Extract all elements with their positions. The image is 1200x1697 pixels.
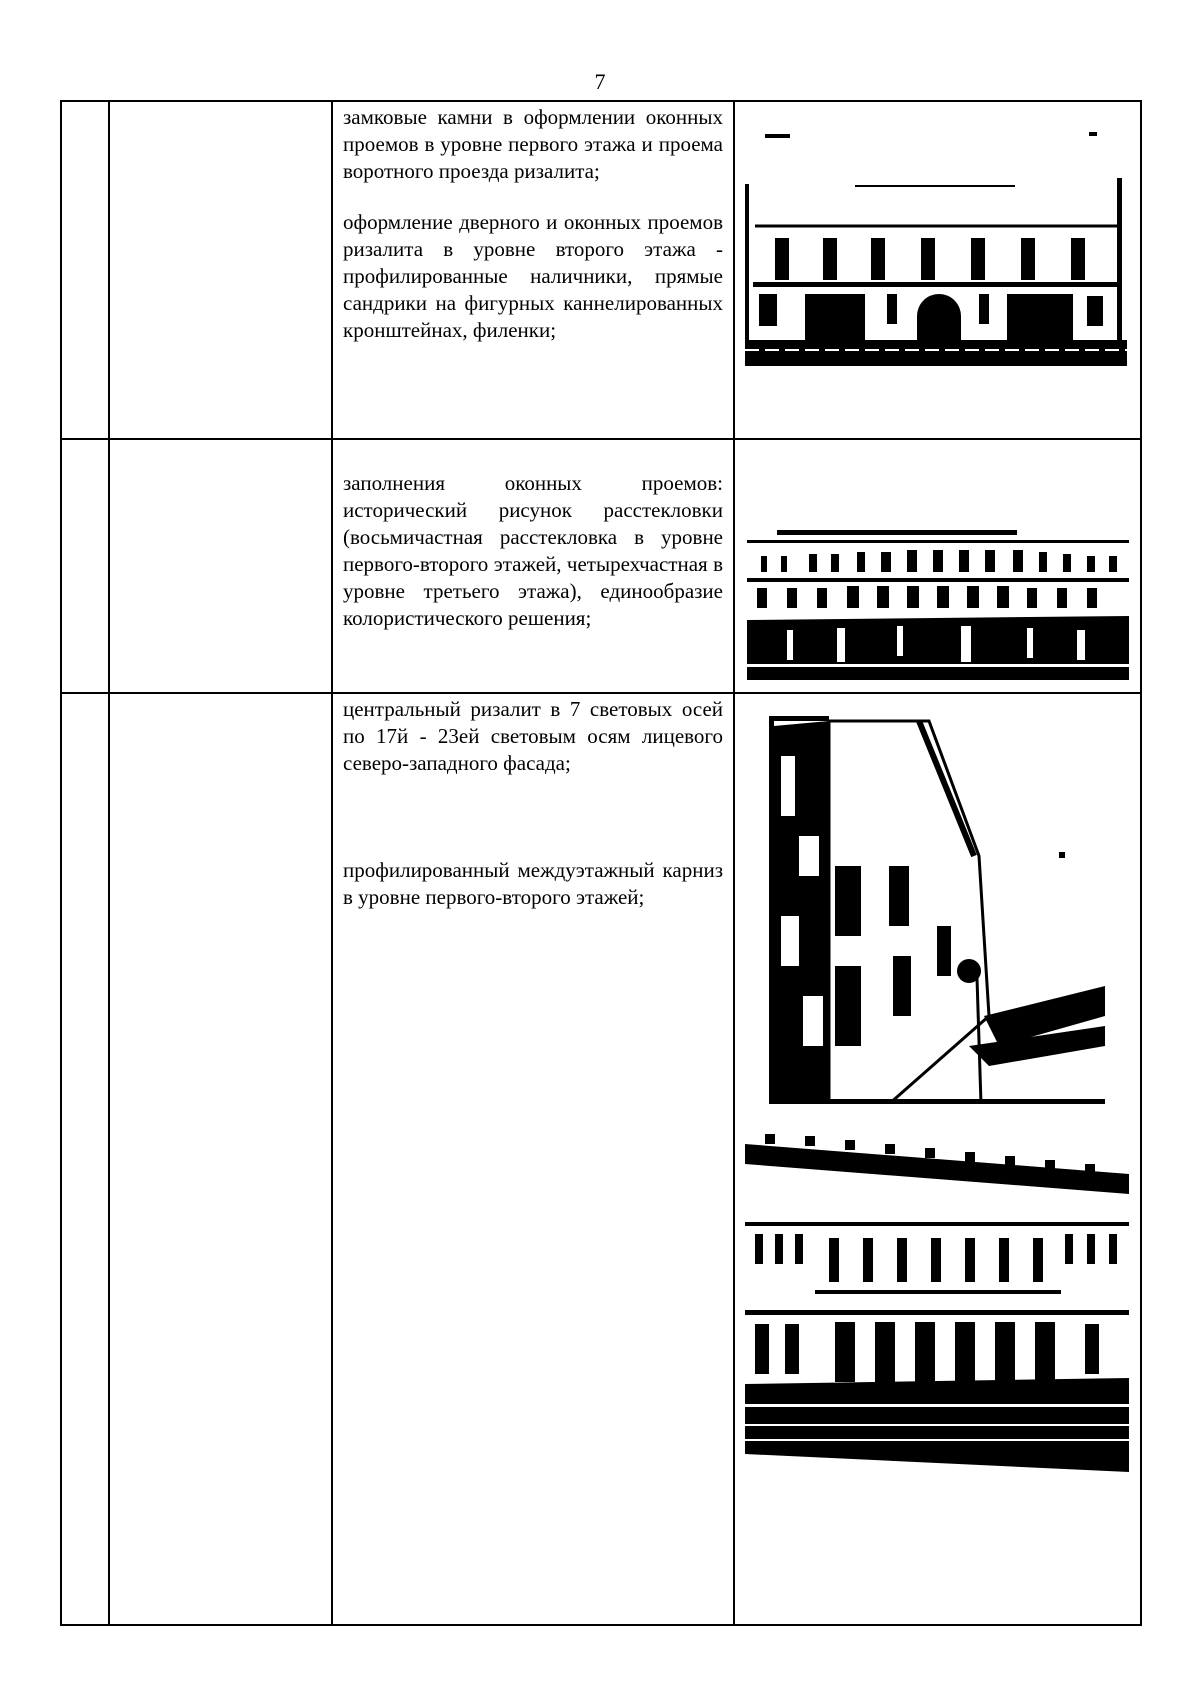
facade-photo-central-risalit <box>745 1134 1129 1472</box>
page-number: 7 <box>594 69 606 94</box>
description-paragraph: замковые камни в оформлении оконных проемов в уровне первого этажа и проема воротного проезда ризалита; <box>343 105 723 183</box>
object-name-cell <box>109 439 332 693</box>
facade-photo-risalit <box>745 126 1127 366</box>
object-name-cell <box>109 101 332 439</box>
description-paragraph: заполнения оконных проемов: исторический рисунок расстекловки (восьмичастная расстекловка в уровне первого-второго этажей, четырехчастная в уровне третьего этажа), единообразие колористического решения; <box>343 471 723 630</box>
description-cell <box>332 693 734 1625</box>
description-cell <box>332 101 734 439</box>
row-number-cell <box>61 101 109 439</box>
facade-photo-perspective <box>769 716 1105 1104</box>
facade-photo-windows <box>747 530 1129 680</box>
description-paragraph: профилированный междуэтажный карниз в уровне первого-второго этажей; <box>343 858 723 909</box>
description-paragraph: центральный ризалит в 7 световых осей по 17й - 23ей световым осям лицевого северо-западного фасада; <box>343 697 723 775</box>
object-name-cell <box>109 693 332 1625</box>
row-number-cell <box>61 439 109 693</box>
heritage-table <box>60 100 1142 1626</box>
table-row <box>61 693 1141 1625</box>
table-row <box>61 439 1141 693</box>
photo-cell <box>734 101 1141 439</box>
description-cell <box>332 439 734 693</box>
table-row <box>61 101 1141 439</box>
description-paragraph: оформление дверного и оконных проемов ризалита в уровне второго этажа - профилированные наличники, прямые сандрики на фигурных каннелированных кронштейнах, филенки; <box>343 210 723 342</box>
photo-cell <box>734 693 1141 1625</box>
photo-cell <box>734 439 1141 693</box>
row-number-cell <box>61 693 109 1625</box>
